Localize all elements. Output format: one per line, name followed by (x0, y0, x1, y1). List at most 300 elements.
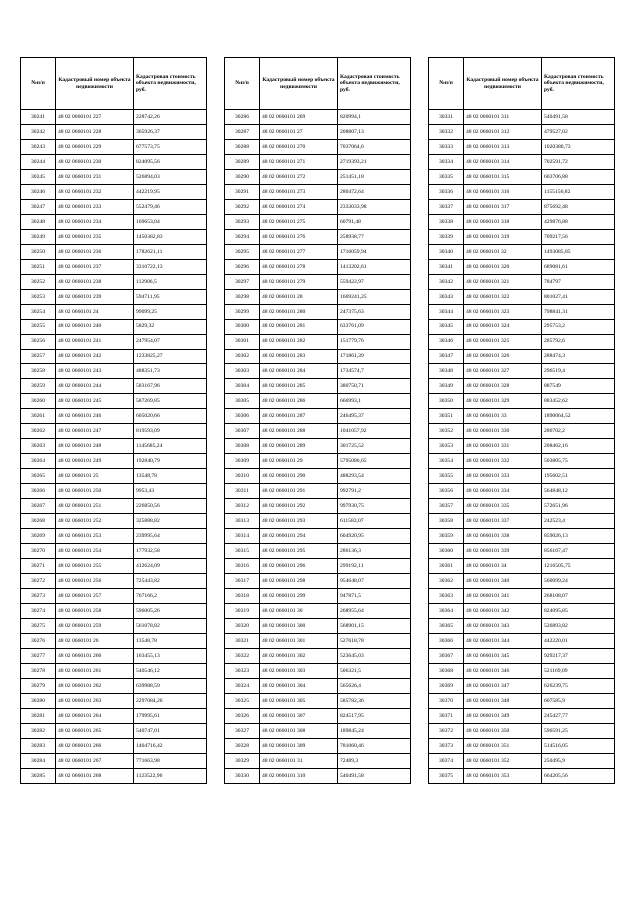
table-row (225, 304, 411, 319)
cadastral-number: 48 02 0660101 31 (260, 753, 338, 768)
row-number: 30314 (225, 529, 260, 544)
row-number: 30325 (225, 693, 260, 708)
row-number: 30296 (225, 259, 260, 274)
row-number: 30299 (225, 304, 260, 319)
table-row (429, 214, 615, 229)
cadastral-number: 48 02 0660101 313 (464, 139, 542, 154)
table-row (225, 753, 411, 768)
cadastral-number: 48 02 0660101 311 (464, 110, 542, 125)
table-row (429, 499, 615, 514)
cadastral-value: 247954,07 (134, 334, 207, 349)
table-row (21, 424, 207, 439)
cadastral-value: 514516,05 (542, 738, 615, 753)
cadastral-value: 824095,85 (542, 603, 615, 618)
cadastral-value: 1716059,94 (338, 244, 411, 259)
cadastral-value: 552479,46 (134, 199, 207, 214)
table-row (225, 648, 411, 663)
cadastral-value: 1669241,25 (338, 289, 411, 304)
cadastral-number: 48 02 0660101 29 (260, 454, 338, 469)
cadastral-number: 48 02 0660101 255 (56, 559, 134, 574)
table-row (225, 259, 411, 274)
cadastral-value: 594711,95 (134, 289, 207, 304)
cadastral-number: 48 02 0660101 352 (464, 753, 542, 768)
cadastral-number: 48 02 0660101 251 (56, 499, 134, 514)
cadastral-number: 48 02 0660101 247 (56, 424, 134, 439)
row-number: 30311 (225, 484, 260, 499)
cadastral-number: 48 02 0660101 233 (56, 199, 134, 214)
cadastral-number: 48 02 0660101 328 (464, 379, 542, 394)
cadastral-number: 48 02 0660101 268 (56, 768, 134, 783)
row-number: 30282 (21, 723, 56, 738)
cadastral-number: 48 02 0660101 349 (464, 708, 542, 723)
row-number: 30353 (429, 439, 464, 454)
row-number: 30307 (225, 424, 260, 439)
cadastral-number: 48 02 0660101 267 (56, 753, 134, 768)
table-row (21, 124, 207, 139)
table-row (21, 603, 207, 618)
table-row (21, 693, 207, 708)
cadastral-value: 2719393,21 (338, 154, 411, 169)
row-number: 30257 (21, 349, 56, 364)
cadastral-value: 585782,36 (338, 693, 411, 708)
cadastral-value: 245427,77 (542, 708, 615, 723)
cadastral-number: 48 02 0660101 284 (260, 364, 338, 379)
table-row (21, 409, 207, 424)
row-number: 30309 (225, 454, 260, 469)
cadastral-number: 48 02 0660101 254 (56, 544, 134, 559)
cadastral-number: 48 02 0660101 346 (464, 663, 542, 678)
table-row (429, 394, 615, 409)
cadastral-table-3 (428, 57, 615, 784)
table-row (429, 633, 615, 648)
cadastral-number: 48 02 0660101 244 (56, 379, 134, 394)
row-number: 30312 (225, 499, 260, 514)
row-number: 30246 (21, 184, 56, 199)
cadastral-value: 702591,72 (542, 154, 615, 169)
cadastral-value: 781060,46 (338, 738, 411, 753)
cadastral-value: 666993,1 (338, 394, 411, 409)
cadastral-number: 48 02 0660101 347 (464, 678, 542, 693)
row-number: 30286 (225, 110, 260, 125)
cadastral-value: 709217,56 (542, 229, 615, 244)
row-number: 30352 (429, 424, 464, 439)
cadastral-value: 611583,07 (338, 514, 411, 529)
cadastral-number: 48 02 0660101 242 (56, 349, 134, 364)
cadastral-value: 523645,03 (338, 648, 411, 663)
cadastral-value: 947871,5 (338, 589, 411, 604)
cadastral-number: 48 02 0660101 325 (464, 334, 542, 349)
table-row (225, 154, 411, 169)
table-row (429, 274, 615, 289)
table-row (429, 334, 615, 349)
row-number: 30303 (225, 364, 260, 379)
table-row (225, 693, 411, 708)
cadastral-number: 48 02 0660101 315 (464, 169, 542, 184)
row-number: 30310 (225, 469, 260, 484)
row-number: 30260 (21, 394, 56, 409)
row-number: 30346 (429, 334, 464, 349)
cadastral-number: 48 02 0660101 287 (260, 409, 338, 424)
table-row (429, 753, 615, 768)
row-number: 30350 (429, 394, 464, 409)
cadastral-value: 883452,62 (542, 394, 615, 409)
table-row (21, 334, 207, 349)
cadastral-value: 171861,39 (338, 349, 411, 364)
table-row (21, 214, 207, 229)
cadastral-number: 48 02 0660101 30 (260, 603, 338, 618)
cadastral-number: 48 02 0660101 229 (56, 139, 134, 154)
row-number: 30315 (225, 544, 260, 559)
row-number: 30335 (429, 169, 464, 184)
cadastral-number: 48 02 0660101 344 (464, 633, 542, 648)
cadastral-number: 48 02 0660101 248 (56, 439, 134, 454)
table-row (225, 394, 411, 409)
row-number: 30298 (225, 289, 260, 304)
row-number: 30361 (429, 559, 464, 574)
row-number: 30351 (429, 409, 464, 424)
table-row (225, 289, 411, 304)
cadastral-value: 280472,64 (338, 184, 411, 199)
table-row (225, 139, 411, 154)
row-number: 30332 (429, 124, 464, 139)
row-number: 30302 (225, 349, 260, 364)
cadastral-number: 48 02 0660101 237 (56, 259, 134, 274)
cadastral-number: 48 02 0660101 265 (56, 723, 134, 738)
cadastral-value: 1233825,27 (134, 349, 207, 364)
cadastral-number: 48 02 0660101 249 (56, 454, 134, 469)
cadastral-number: 48 02 0660101 303 (260, 663, 338, 678)
cadastral-value: 540747,01 (134, 723, 207, 738)
cadastral-number: 48 02 0660101 351 (464, 738, 542, 753)
table-row (429, 708, 615, 723)
header-number: №п/п (21, 58, 56, 110)
cadastral-value: 1890064,52 (542, 409, 615, 424)
row-number: 30264 (21, 454, 56, 469)
row-number: 30341 (429, 259, 464, 274)
table-row (429, 229, 615, 244)
cadastral-number: 48 02 0660101 273 (260, 184, 338, 199)
row-number: 30369 (429, 678, 464, 693)
table-row (225, 708, 411, 723)
row-number: 30306 (225, 409, 260, 424)
row-number: 30364 (429, 603, 464, 618)
table-row (21, 484, 207, 499)
row-number: 30349 (429, 379, 464, 394)
table-row (21, 439, 207, 454)
cadastral-value: 506321,5 (338, 663, 411, 678)
cadastral-number: 48 02 0660101 261 (56, 663, 134, 678)
row-number: 30372 (429, 723, 464, 738)
cadastral-value: 60791,48 (338, 214, 411, 229)
row-number: 30266 (21, 484, 56, 499)
table-row (429, 199, 615, 214)
row-number: 30347 (429, 349, 464, 364)
row-number: 30273 (21, 589, 56, 604)
table-row (21, 379, 207, 394)
cadastral-number: 48 02 0660101 25 (56, 469, 134, 484)
row-number: 30331 (429, 110, 464, 125)
row-number: 30371 (429, 708, 464, 723)
table-row (429, 244, 615, 259)
cadastral-value: 689081,61 (542, 259, 615, 274)
cadastral-value: 239995,64 (134, 529, 207, 544)
cadastral-value: 380750,71 (338, 379, 411, 394)
row-number: 30337 (429, 199, 464, 214)
cadastral-number: 48 02 0660101 338 (464, 529, 542, 544)
cadastral-number: 48 02 0660101 228 (56, 124, 134, 139)
row-number: 30359 (429, 529, 464, 544)
table-row (225, 663, 411, 678)
table-row (429, 603, 615, 618)
table-row (225, 379, 411, 394)
cadastral-number: 48 02 0660101 227 (56, 110, 134, 125)
row-number: 30269 (21, 529, 56, 544)
cadastral-number: 48 02 0660101 262 (56, 678, 134, 693)
table-row (225, 214, 411, 229)
cadastral-value: 99099,25 (134, 304, 207, 319)
table-row (21, 499, 207, 514)
cadastral-number: 48 02 0660101 337 (464, 514, 542, 529)
table-row (21, 319, 207, 334)
cadastral-value: 1155156,82 (542, 184, 615, 199)
table-row (21, 304, 207, 319)
row-number: 30281 (21, 708, 56, 723)
table-row (429, 618, 615, 633)
cadastral-number: 48 02 0660101 340 (464, 574, 542, 589)
cadastral-number: 48 02 0660101 253 (56, 529, 134, 544)
table-row (225, 544, 411, 559)
cadastral-number: 48 02 0660101 326 (464, 349, 542, 364)
row-number: 30355 (429, 469, 464, 484)
row-number: 30283 (21, 738, 56, 753)
table-row (429, 663, 615, 678)
table-row (429, 484, 615, 499)
cadastral-number: 48 02 0660101 282 (260, 334, 338, 349)
table-row (225, 618, 411, 633)
cadastral-number: 48 02 0660101 339 (464, 544, 542, 559)
row-number: 30317 (225, 574, 260, 589)
cadastral-value: 286136,3 (338, 544, 411, 559)
table-row (429, 723, 615, 738)
cadastral-number: 48 02 0660101 308 (260, 723, 338, 738)
cadastral-number: 48 02 0660101 289 (260, 439, 338, 454)
cadastral-value: 527618,78 (338, 633, 411, 648)
cadastral-number: 48 02 0660101 260 (56, 648, 134, 663)
table-row (429, 319, 615, 334)
cadastral-value: 442219,95 (134, 184, 207, 199)
row-number: 30245 (21, 169, 56, 184)
cadastral-value: 295753,2 (542, 319, 615, 334)
cadastral-number: 48 02 0660101 26 (56, 633, 134, 648)
table-row (429, 289, 615, 304)
row-number: 30330 (225, 768, 260, 783)
cadastral-number: 48 02 0660101 310 (260, 768, 338, 783)
cadastral-number: 48 02 0660101 317 (464, 199, 542, 214)
row-number: 30324 (225, 678, 260, 693)
cadastral-number: 48 02 0660101 270 (260, 139, 338, 154)
cadastral-number: 48 02 0660101 259 (56, 618, 134, 633)
cadastral-value: 442220,01 (542, 633, 615, 648)
table-row (429, 439, 615, 454)
row-number: 30241 (21, 110, 56, 125)
cadastral-number: 48 02 0660101 318 (464, 214, 542, 229)
cadastral-value: 587269,85 (134, 394, 207, 409)
table-row (225, 738, 411, 753)
cadastral-value: 1123522,96 (134, 768, 207, 783)
table-row (21, 244, 207, 259)
table-row (225, 199, 411, 214)
header-cadastral-number: Кадастровый номер объекта недвижимости (464, 58, 542, 110)
table-row (429, 768, 615, 783)
table-row (429, 424, 615, 439)
cadastral-value: 7037064,6 (338, 139, 411, 154)
cadastral-number: 48 02 0660101 322 (464, 289, 542, 304)
cadastral-value: 1041057,92 (338, 424, 411, 439)
cadastral-value: 633761,09 (338, 319, 411, 334)
row-number: 30265 (21, 469, 56, 484)
cadastral-value: 288474,3 (542, 349, 615, 364)
cadastral-number: 48 02 0660101 305 (260, 693, 338, 708)
row-number: 30336 (429, 184, 464, 199)
row-number: 30276 (21, 633, 56, 648)
table-row (429, 409, 615, 424)
row-number: 30365 (429, 618, 464, 633)
cadastral-number: 48 02 0660101 243 (56, 364, 134, 379)
cadastral-value: 1734574,7 (338, 364, 411, 379)
cadastral-value: 801027,41 (542, 289, 615, 304)
row-number: 30360 (429, 544, 464, 559)
row-number: 30338 (429, 214, 464, 229)
row-number: 30279 (21, 678, 56, 693)
table-row (225, 364, 411, 379)
cadastral-number: 48 02 0660101 276 (260, 229, 338, 244)
cadastral-number: 48 02 0660101 321 (464, 274, 542, 289)
table-row (21, 544, 207, 559)
cadastral-value: 992791,2 (338, 484, 411, 499)
cadastral-value: 677573,75 (134, 139, 207, 154)
cadastral-number: 48 02 0660101 250 (56, 484, 134, 499)
row-number: 30255 (21, 319, 56, 334)
cadastral-number: 48 02 0660101 290 (260, 469, 338, 484)
cadastral-number: 48 02 0660101 330 (464, 424, 542, 439)
cadastral-number: 48 02 0660101 345 (464, 648, 542, 663)
table-row (429, 259, 615, 274)
row-number: 30321 (225, 633, 260, 648)
cadastral-number: 48 02 0660101 277 (260, 244, 338, 259)
table-row (21, 259, 207, 274)
cadastral-value: 365926,37 (134, 124, 207, 139)
cadastral-number: 48 02 0660101 300 (260, 618, 338, 633)
row-number: 30342 (429, 274, 464, 289)
cadastral-number: 48 02 0660101 235 (56, 229, 134, 244)
cadastral-value: 112906,5 (134, 274, 207, 289)
cadastral-value: 1493085,85 (542, 244, 615, 259)
header-cadastral-number: Кадастровый номер объекта недвижимости (260, 58, 338, 110)
row-number: 30295 (225, 244, 260, 259)
cadastral-number: 48 02 0660101 296 (260, 559, 338, 574)
cadastral-value: 1404716,42 (134, 738, 207, 753)
cadastral-value: 412624,09 (134, 559, 207, 574)
row-number: 30293 (225, 214, 260, 229)
cadastral-number: 48 02 0660101 299 (260, 589, 338, 604)
row-number: 30370 (429, 693, 464, 708)
cadastral-number: 48 02 0660101 304 (260, 678, 338, 693)
cadastral-value: 242523,4 (542, 514, 615, 529)
cadastral-number: 48 02 0660101 234 (56, 214, 134, 229)
row-number: 30250 (21, 244, 56, 259)
table-row (225, 768, 411, 783)
cadastral-value: 1782621,11 (134, 244, 207, 259)
row-number: 30320 (225, 618, 260, 633)
row-number: 30375 (429, 768, 464, 783)
cadastral-value: 639988,59 (134, 678, 207, 693)
table-row (21, 738, 207, 753)
cadastral-number: 48 02 0660101 353 (464, 768, 542, 783)
cadastral-number: 48 02 0660101 269 (260, 110, 338, 125)
table-row (21, 633, 207, 648)
cadastral-value: 72489,3 (338, 753, 411, 768)
table-row (21, 529, 207, 544)
table-row (225, 409, 411, 424)
row-number: 30328 (225, 738, 260, 753)
cadastral-number: 48 02 0660101 275 (260, 214, 338, 229)
cadastral-number: 48 02 0660101 280 (260, 304, 338, 319)
table-row (21, 574, 207, 589)
table-row (21, 454, 207, 469)
header-number: №п/п (225, 58, 260, 110)
cadastral-value: 285792,6 (542, 334, 615, 349)
row-number: 30348 (429, 364, 464, 379)
cadastral-number: 48 02 0660101 342 (464, 603, 542, 618)
row-number: 30270 (21, 544, 56, 559)
row-number: 30290 (225, 169, 260, 184)
cadastral-value: 299192,11 (338, 559, 411, 574)
cadastral-number: 48 02 0660101 309 (260, 738, 338, 753)
cadastral-value: 540491,58 (542, 110, 615, 125)
cadastral-value: 246495,37 (338, 409, 411, 424)
cadastral-value: 607585,9 (542, 693, 615, 708)
table-row (225, 184, 411, 199)
cadastral-value: 561078,82 (134, 618, 207, 633)
table-row (225, 514, 411, 529)
cadastral-number: 48 02 0660101 335 (464, 499, 542, 514)
cadastral-number: 48 02 0660101 278 (260, 259, 338, 274)
cadastral-number: 48 02 0660101 281 (260, 319, 338, 334)
table-row (21, 678, 207, 693)
cadastral-value: 2333033,98 (338, 199, 411, 214)
row-number: 30362 (429, 574, 464, 589)
cadastral-number: 48 02 0660101 283 (260, 349, 338, 364)
cadastral-number: 48 02 0660101 241 (56, 334, 134, 349)
cadastral-number: 48 02 0660101 292 (260, 499, 338, 514)
row-number: 30244 (21, 154, 56, 169)
row-number: 30271 (21, 559, 56, 574)
cadastral-value: 250495,9 (542, 753, 615, 768)
table-row (21, 618, 207, 633)
cadastral-value: 521169,09 (542, 663, 615, 678)
cadastral-number: 48 02 0660101 264 (56, 708, 134, 723)
cadastral-value: 1216505,75 (542, 559, 615, 574)
cadastral-value: 583167,96 (134, 379, 207, 394)
row-number: 30267 (21, 499, 56, 514)
header-cadastral-value: Кадастровая стоимость объекта недвижимости, руб. (542, 58, 615, 110)
cadastral-number: 48 02 0660101 298 (260, 574, 338, 589)
row-number: 30275 (21, 618, 56, 633)
table-row (429, 184, 615, 199)
row-number: 30278 (21, 663, 56, 678)
row-number: 30316 (225, 559, 260, 574)
row-number: 30326 (225, 708, 260, 723)
